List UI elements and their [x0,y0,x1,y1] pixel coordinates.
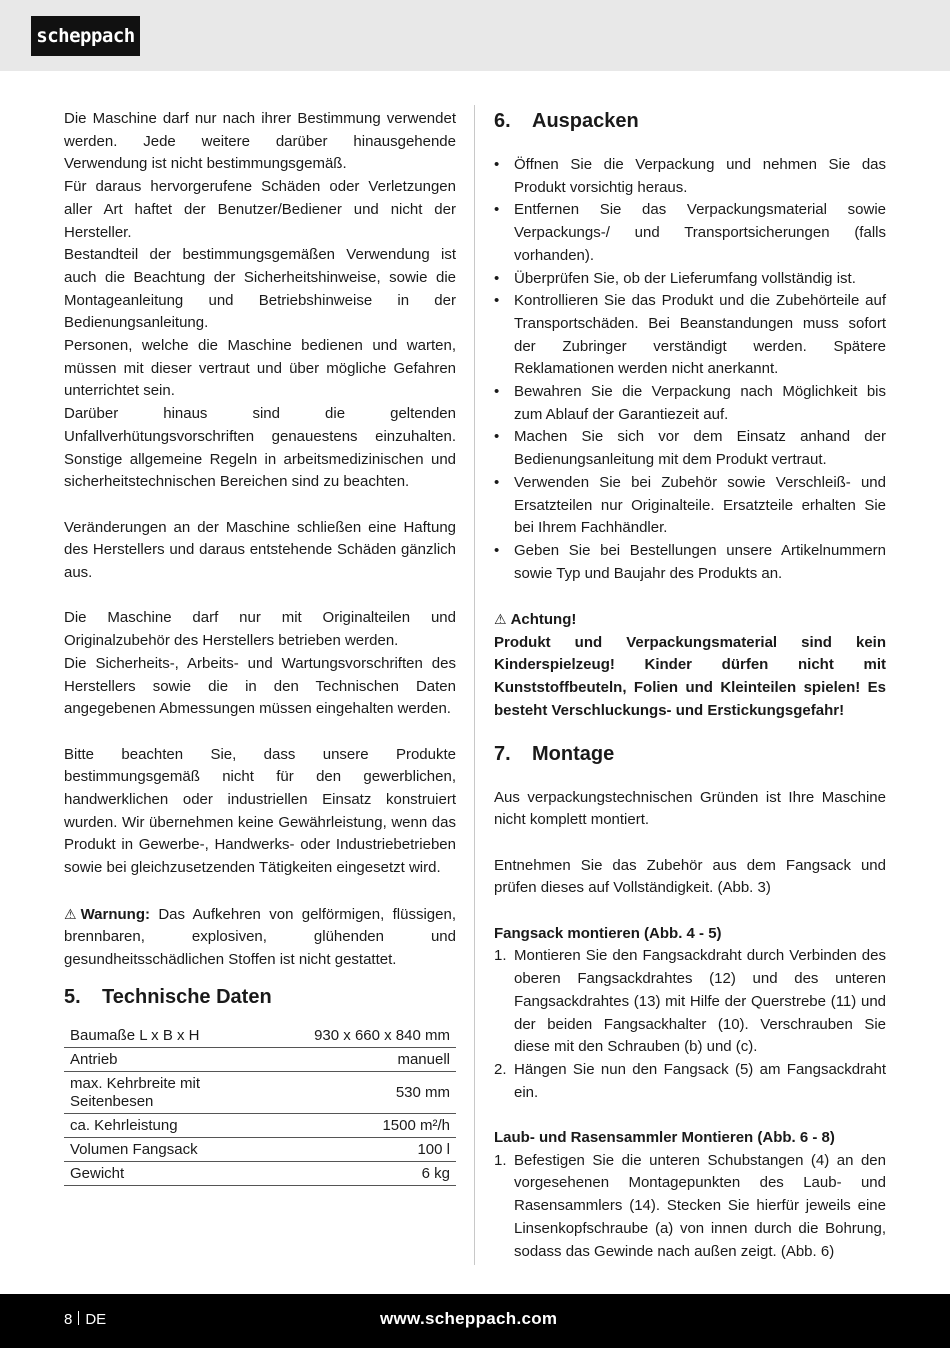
table-row [64,1024,456,1048]
page-footer [0,1294,950,1348]
section-heading-6: 6. Auspacken [494,110,639,132]
list-item: • Entfernen Sie das Verpackungsmaterial sowie Verpackungs-/ und Transportsicherungen (falls vorhanden). [494,201,886,264]
list-item: 1. Montieren Sie den Fangsackdraht durch Verbinden des oberen Fangsackdrahtes (12) und des unteren Fangsackdrahtes (13) mit Hilfe der Querstrebe (11) und der beiden Fangsackhalter (10). Verschrauben Sie diese mit den Schrauben (b) und (c). [494,947,886,1056]
paragraph: Bitte beachten Sie, dass unsere Produkte bestimmungsgemäß nicht für den gewerblichen, handwerklichen oder industriellen Einsatz konstruiert wurden. Wir übernehmen keine Gewährleistung, wenn das Produkt in Gewerbe-, Handwerks- oder Industriebetrieben sowie bei gleichzusetzenden Tätigkeiten eingesetzt wird. [64,745,456,877]
table-cell-label: Antrieb [64,1047,266,1071]
list-item: • Überprüfen Sie, ob der Lieferumfang vollständig ist. [494,269,856,287]
list-item: • Öffnen Sie die Verpackung und nehmen Sie das Produkt vorsichtig heraus. [494,156,886,196]
section-heading-5: 5. Technische Daten [64,985,272,1008]
fangsack-steps [494,945,886,1104]
list-item: 2. Hängen Sie nun den Fangsack (5) am Fangsackdraht ein. [494,1060,886,1101]
technical-data-table [64,1024,456,1186]
table-row [64,1071,456,1113]
page-number: 8 DE [64,1311,107,1328]
left-column [64,108,456,1186]
table-cell-value: 100 l [266,1137,456,1161]
attention-text: Produkt und Verpackungsmaterial sind kein Kinderspielzeug! Kinder dürfen nicht mit Kunststoffbeuteln, Folien und Kleinteilen spielen! Es besteht Verschluckungs- und Erstickungsgefahr! [494,633,886,719]
unpacking-list [494,154,886,585]
scheppach-logo: scheppach [31,16,140,56]
subheading-fangsack: Fangsack montieren (Abb. 4 - 5) [494,924,722,942]
table-row [64,1161,456,1185]
table-cell-value: 1500 m²/h [266,1113,456,1137]
warning-note [64,903,456,972]
paragraph: Darüber hinaus sind die geltenden Unfallverhütungsvorschriften genauestens einzuhalten. Sonstige allgemeine Regeln in arbeitsmedizinischen und sicherheitstechnischen Bereichen sind zu beachten. [64,405,456,491]
paragraph: Aus verpackungstechnischen Gründen ist Ihre Maschine nicht komplett montiert. [494,788,886,829]
list-item: • Bewahren Sie die Verpackung nach Möglichkeit bis zum Ablauf der Garantiezeit auf. [494,383,886,423]
list-item: • Kontrollieren Sie das Produkt und die Zubehörteile auf Transportschäden. Bei Beanstandungen muss sofort der Zubringer verständigt werden. Spätere Reklamationen werden nicht anerkannt. [494,292,886,378]
list-item: • Verwenden Sie bei Zubehör sowie Verschleiß- und Ersatzteilen nur Originalteile. Ersatzteile erhalten Sie bei Ihrem Fachhändler. [494,473,886,537]
warning-label: Warnung: [80,905,150,923]
list-item: 1. Befestigen Sie die unteren Schubstangen (4) an den vorgesehenen Montagepunkten des Laub- und Rasensammlers (14). Stecken Sie hierfür jeweils eine Linsenkopfschraube (a) von innen durch die Bohrung, sodass das Gewinde nach außen zeigt. (Abb. 6) [494,1151,886,1260]
table-row [64,1137,456,1161]
paragraph: Entnehmen Sie das Zubehör aus dem Fangsack und prüfen dieses auf Vollständigkeit. (Abb. 3) [494,856,886,897]
laub-steps [494,1150,886,1264]
subheading-laub: Laub- und Rasensammler Montieren (Abb. 6 - 8) [494,1129,835,1147]
attention-heading: ⚠ Achtung! [494,608,886,632]
warning-triangle-icon: ⚠ [64,905,77,922]
website-url: www.scheppach.com [380,1309,558,1328]
right-column [494,108,886,1263]
paragraph: Die Maschine darf nur mit Originalteilen und Originalzubehör des Herstellers betrieben werden. [64,609,456,650]
paragraph: Die Sicherheits-, Arbeits- und Wartungsvorschriften des Herstellers sowie die in den Technischen Daten angegebenen Abmessungen müssen eingehalten werden. [64,654,456,718]
paragraph: Personen, welche die Maschine bedienen und warten, müssen mit dieser vertraut und über mögliche Gefahren unterrichtet sein. [64,337,456,400]
table-cell-label: ca. Kehrleistung [64,1113,266,1137]
page-header [0,0,950,71]
table-cell-value: 930 x 660 x 840 mm [266,1024,456,1048]
column-divider [474,105,475,1265]
list-item: • Machen Sie sich vor dem Einsatz anhand der Bedienungsanleitung mit dem Produkt vertraut. [494,428,886,469]
table-row [64,1047,456,1071]
warning-text: Das Aufkehren von gelförmigen, flüssigen, brennbaren, explosiven, glühenden und gesundheitsschädlichen Stoffen ist nicht gestattet. [64,905,456,968]
paragraph: Bestandteil der bestimmungsgemäßen Verwendung ist auch die Beachtung der Sicherheitshinweise, sowie die Montageanleitung und Betriebshinweise in der Bedienungsanleitung. [64,246,456,332]
table-cell-label: Volumen Fangsack [64,1137,266,1161]
table-cell-value: 6 kg [266,1161,456,1185]
table-cell-value: manuell [266,1047,456,1071]
table-cell-value: 530 mm [266,1071,456,1113]
section-heading-7: 7. Montage [494,742,615,765]
table-row [64,1113,456,1137]
table-cell-label: max. Kehrbreite mit Seitenbesen [64,1071,266,1113]
paragraph: Die Maschine darf nur nach ihrer Bestimmung verwendet werden. Jede weitere darüber hinausgehende Verwendung ist nicht bestimmungsgemäß. [64,110,456,173]
list-item: • Geben Sie bei Bestellungen unsere Artikelnummern sowie Typ und Baujahr des Produkts an. [494,541,886,582]
table-cell-label: Gewicht [64,1161,266,1185]
table-cell-label: Baumaße L x B x H [64,1024,266,1048]
paragraph: Veränderungen an der Maschine schließen eine Haftung des Herstellers und daraus entstehende Schäden gänzlich aus. [64,518,456,582]
paragraph: Für daraus hervorgerufene Schäden oder Verletzungen aller Art haftet der Benutzer/Bediener und nicht der Hersteller. [64,178,456,241]
warning-triangle-icon: ⚠ [494,611,507,628]
